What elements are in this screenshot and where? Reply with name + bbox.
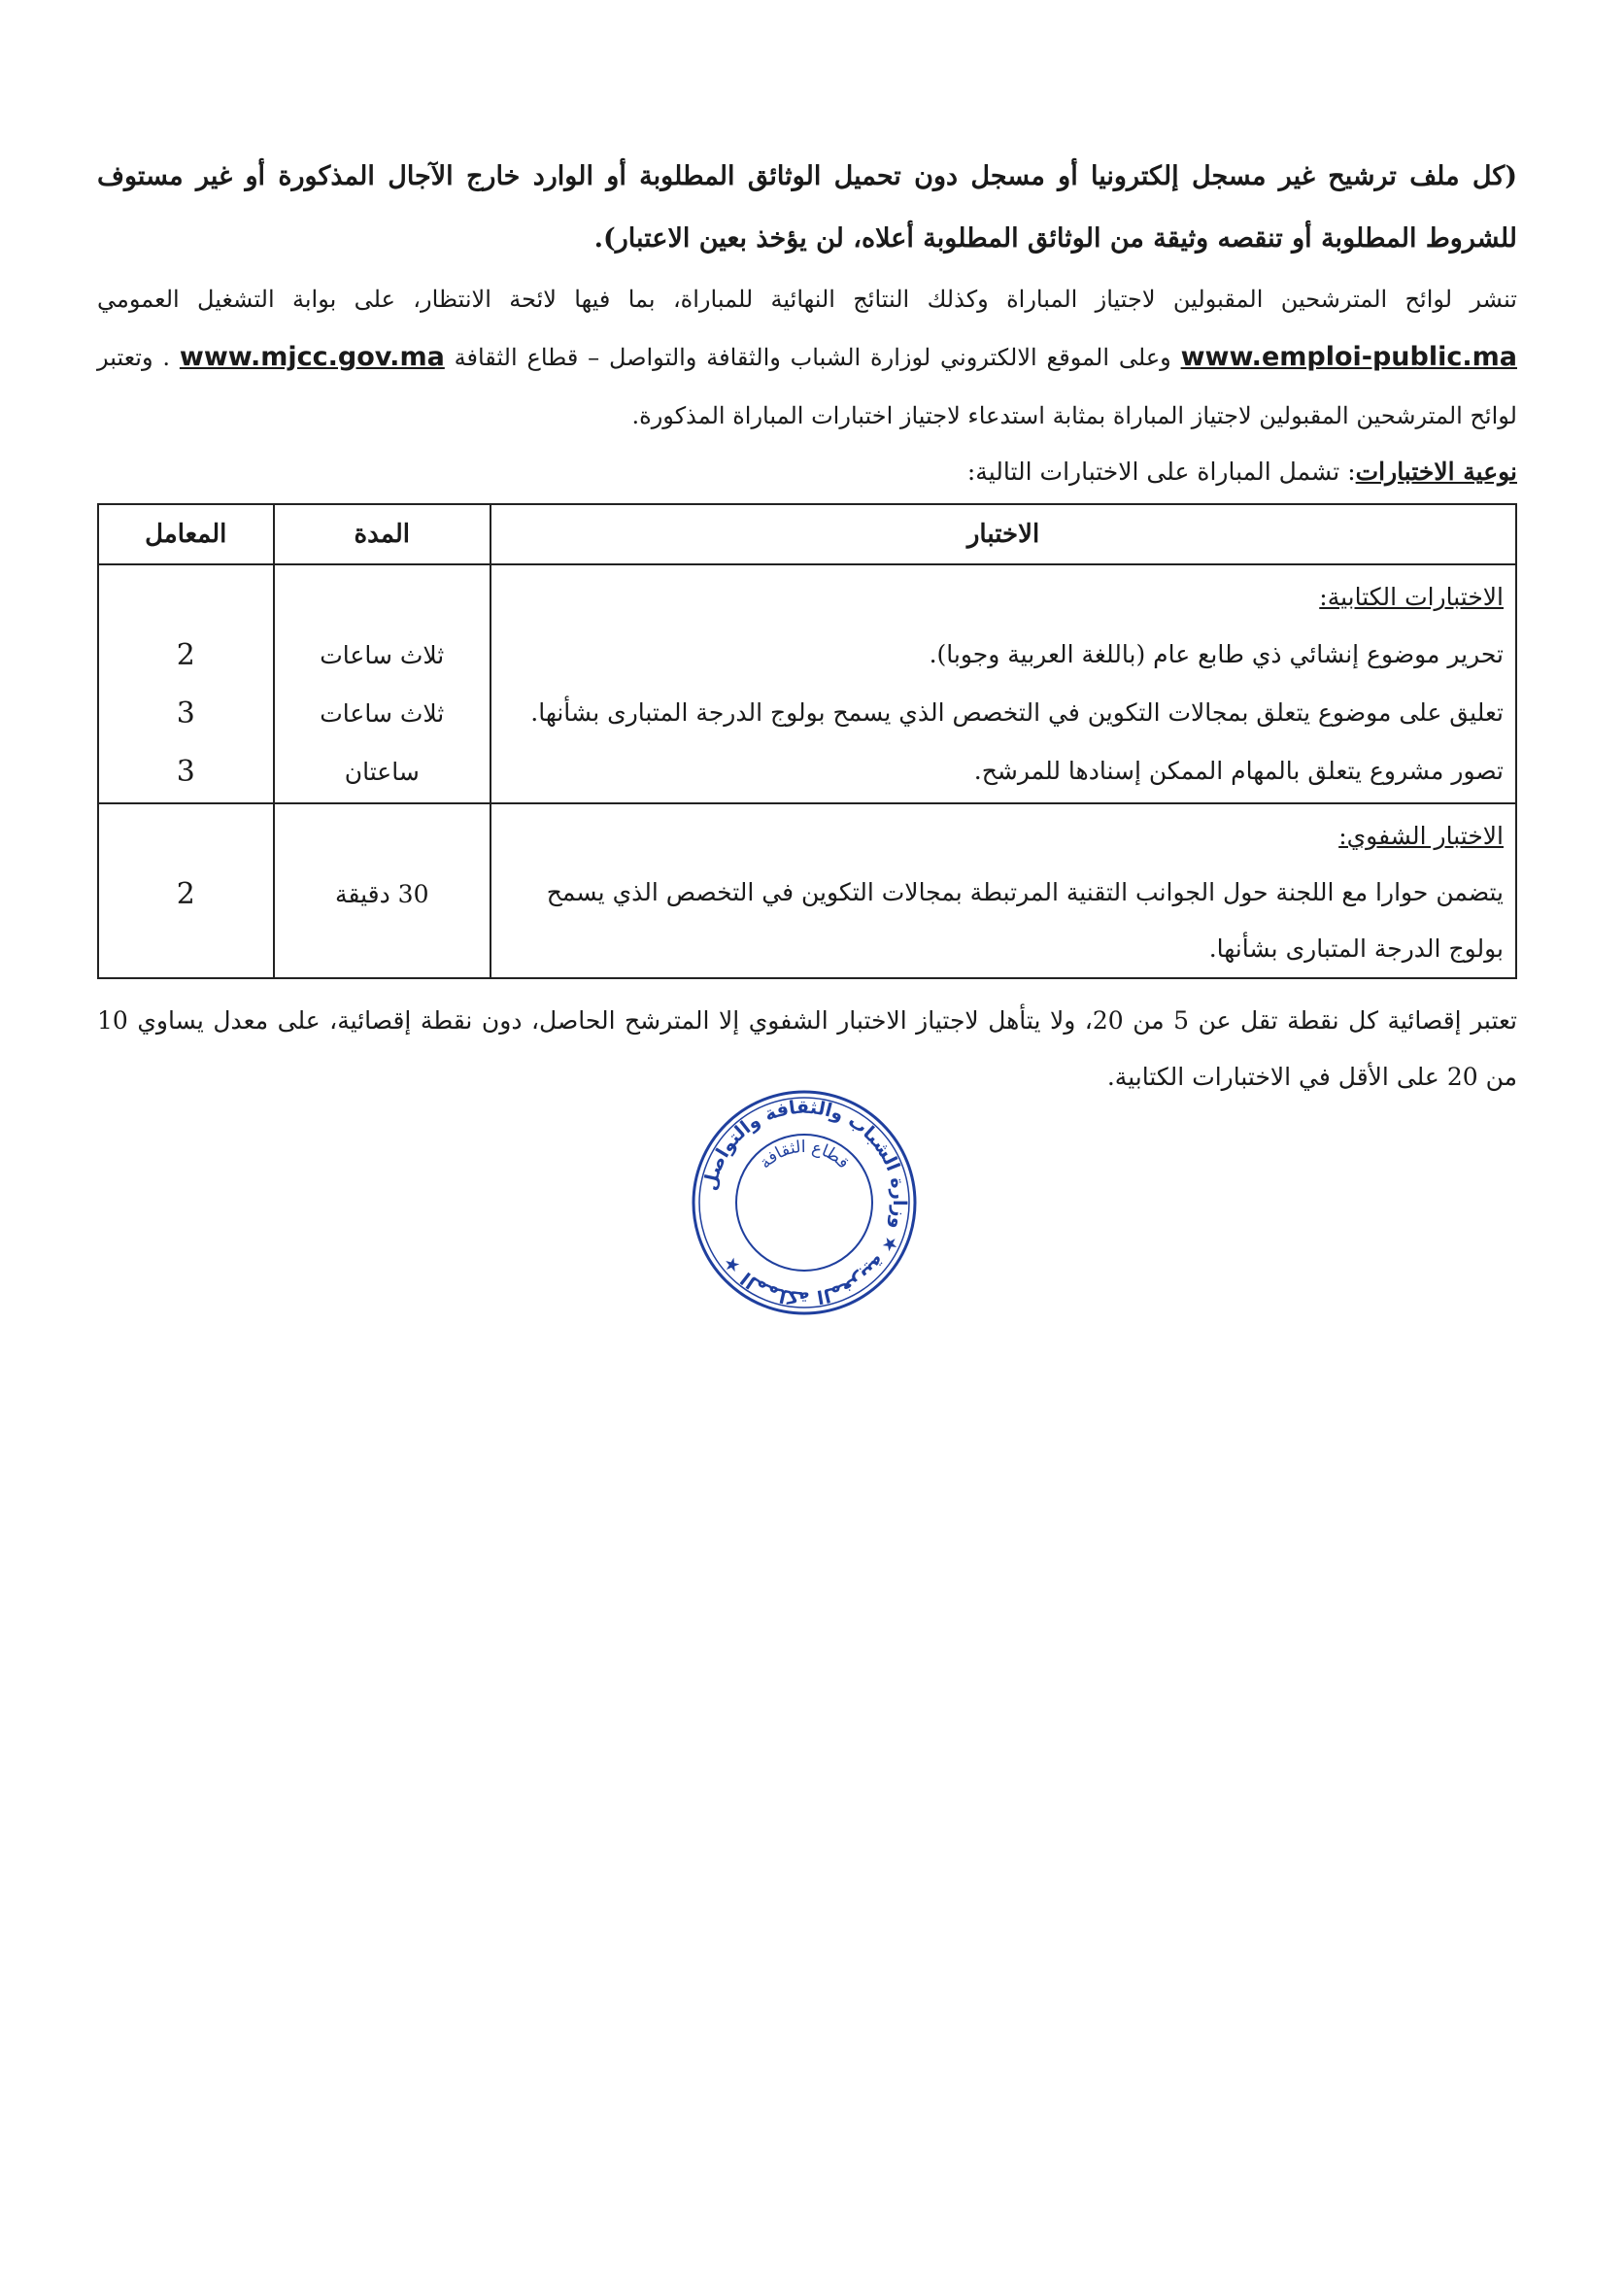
written-coefficient-1: 2: [176, 638, 195, 672]
stamp-inner-text: قطاع الثقافة: [756, 1137, 853, 1173]
oral-test-cell: [491, 803, 1516, 978]
written-test-1: تحرير موضوع إنشائي ذي طابع عام (باللغة العربية وجوبا).: [929, 640, 1504, 668]
table-header-row: [98, 504, 1516, 564]
publication-notice: [97, 270, 1517, 445]
oral-duration-cell: [274, 803, 491, 978]
test-types-label: نوعية الاختبارات: [1355, 458, 1517, 486]
written-duration-2: ثلاث ساعات: [320, 699, 445, 728]
oral-coefficient-cell: [98, 803, 274, 978]
oral-coefficient-1: 2: [176, 877, 195, 911]
header-duration: المدة: [274, 504, 491, 564]
stamp-outer-text: المملكة المغربية ★ وزارة الشباب والثقافة والتواصل ★: [698, 1096, 911, 1309]
tests-table: [97, 503, 1517, 979]
elimination-note: تعتبر إقصائية كل نقطة تقل عن 5 من 20، ولا يتأهل لاجتياز الاختبار الشفوي إلا المترشح الحاصل، دون نقطة إقصائية، على معدل يساوي 10 من 20 على الأقل في الاختبارات الكتابية.: [97, 1006, 1518, 1091]
ministry-stamp: [688, 1086, 921, 1319]
written-test-3: تصور مشروع يتعلق بالمهام الممكن إسنادها للمرشح.: [973, 757, 1504, 785]
header-coefficient: المعامل: [98, 504, 274, 564]
oral-duration-1: 30 دقيقة: [335, 880, 429, 908]
written-tests-cell: [491, 564, 1516, 803]
document-content: [97, 146, 1517, 1105]
written-coefficient-3: 3: [176, 755, 195, 789]
emploi-public-link[interactable]: www.emploi-public.ma: [1180, 342, 1517, 372]
publication-text-a: تنشر لوائح المترشحين المقبولين لاجتياز المباراة وكذلك النتائج النهائية للمباراة، بما فيها لائحة الانتظار، على بوابة التشغيل العمومي: [97, 286, 1517, 313]
stamp-rings: [694, 1092, 915, 1313]
mjcc-link[interactable]: www.mjcc.gov.ma: [179, 342, 445, 372]
oral-test-1: يتضمن حوارا مع اللجنة حول الجوانب التقنية المرتبطة بمجالات التكوين في التخصص الذي يسمح بولوج الدرجة المتبارى بشأنها.: [546, 878, 1504, 963]
oral-test-row: [98, 803, 1516, 978]
written-coefficients-cell: [98, 564, 274, 803]
written-duration-3: ساعتان: [344, 758, 420, 786]
rejection-notice: (كل ملف ترشيح غير مسجل إلكترونيا أو مسجل دون تحميل الوثائق المطلوبة أو الوارد خارج الآجال المذكورة أو غير مستوف للشروط المطلوبة أو تنقصه وثيقة من الوثائق المطلوبة أعلاه، لن يؤخذ بعين الاعتبار).: [97, 161, 1517, 254]
test-types-line: [97, 445, 1517, 499]
written-durations-cell: [274, 564, 491, 803]
written-duration-1: ثلاث ساعات: [320, 641, 445, 669]
oral-test-title: الاختبار الشفوي:: [1338, 822, 1504, 850]
written-tests-row: [98, 564, 1516, 803]
header-test: الاختبار: [491, 504, 1516, 564]
written-test-2: تعليق على موضوع يتعلق بمجالات التكوين في التخصص الذي يسمح بولوج الدرجة المتبارى بشأنها.: [530, 698, 1504, 727]
written-coefficient-2: 3: [176, 696, 195, 730]
publication-text-b: وعلى الموقع الالكتروني لوزارة الشباب والثقافة والتواصل – قطاع الثقافة: [454, 344, 1171, 371]
test-types-text: : تشمل المباراة على الاختبارات التالية:: [966, 458, 1356, 486]
written-tests-title: الاختبارات الكتابية:: [1319, 583, 1504, 611]
publication-text-c: . وتعتبر لوائح المترشحين المقبولين لاجتياز المباراة بمثابة استدعاء لاجتياز اختبارات المباراة المذكورة.: [97, 344, 1517, 429]
